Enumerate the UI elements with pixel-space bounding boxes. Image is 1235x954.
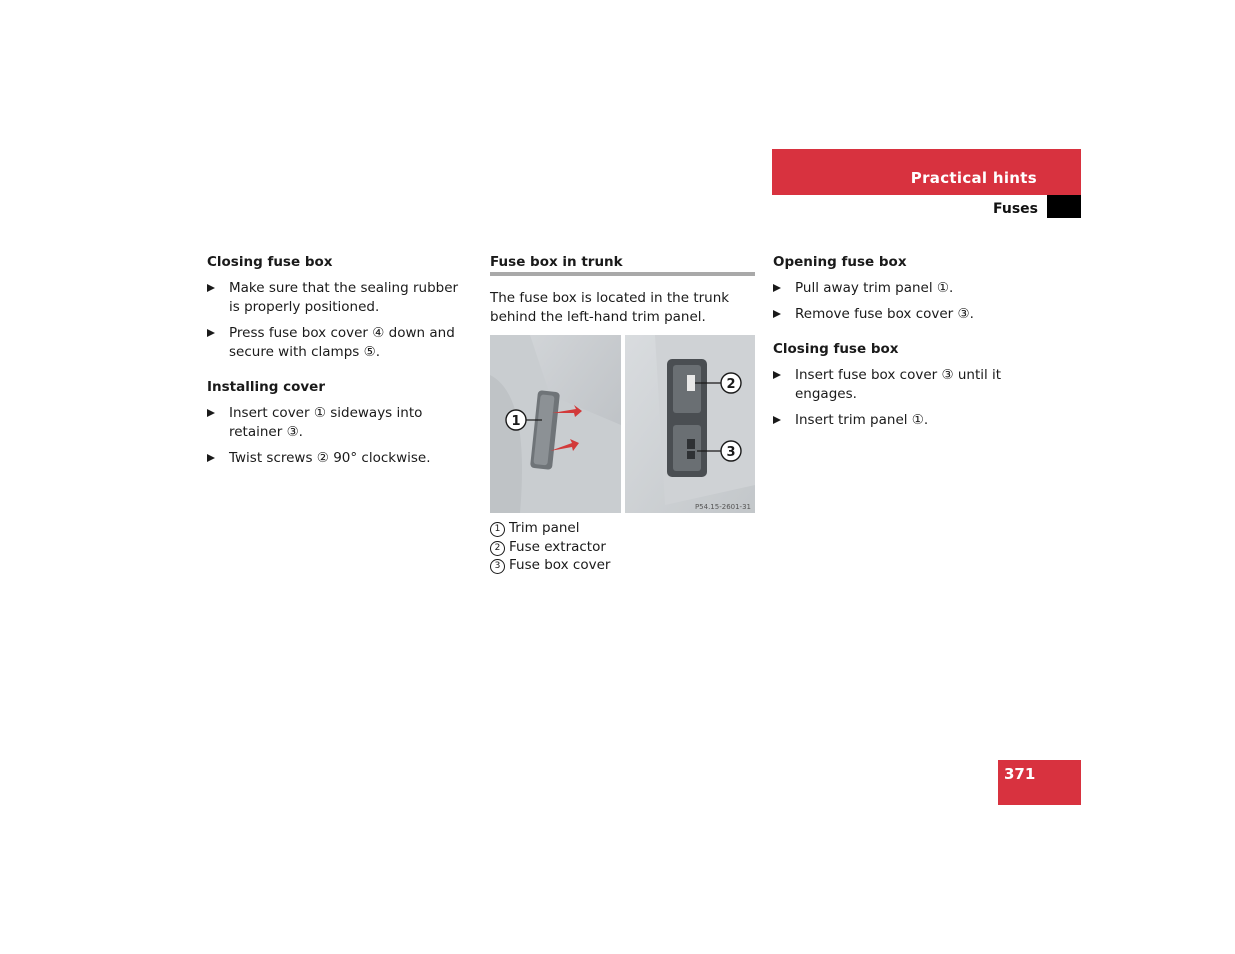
number-circle-icon: 2 <box>490 541 505 556</box>
bullet-triangle-icon <box>773 284 781 292</box>
section-marker <box>1047 195 1081 218</box>
list-item: Pull away trim panel ①. <box>773 279 1028 298</box>
legend-item: 1 Trim panel <box>490 519 755 538</box>
figure-legend <box>490 519 755 575</box>
list-item: Make sure that the sealing rubber is properly positioned. <box>207 279 462 317</box>
section-title: Practical hints <box>910 169 1037 187</box>
list-item: Insert trim panel ①. <box>773 411 1028 430</box>
steps-closing-2 <box>773 366 1028 430</box>
list-item: Insert fuse box cover ③ until it engages. <box>773 366 1028 404</box>
legend-item: 3 Fuse box cover <box>490 556 755 575</box>
section-header-bar <box>772 149 1081 195</box>
heading-installing-cover: Installing cover <box>207 379 325 395</box>
heading-closing-fuse-box-2: Closing fuse box <box>773 341 899 357</box>
column-right <box>773 253 1028 437</box>
list-item: Press fuse box cover ④ down and secure with clamps ⑤. <box>207 324 462 362</box>
number-circle-icon: 3 <box>490 559 505 574</box>
legend-item: 2 Fuse extractor <box>490 538 755 557</box>
page-number-box <box>998 760 1081 805</box>
callout-2: 2 <box>726 377 736 392</box>
bullet-triangle-icon <box>207 329 215 337</box>
trim-panel-photo <box>490 335 621 513</box>
steps-opening <box>773 279 1028 324</box>
fuse-box-photo <box>625 335 755 513</box>
figure-code: P54.15-2601-31 <box>694 503 751 511</box>
subsection-title: Fuses <box>993 201 1038 217</box>
column-middle <box>490 253 755 575</box>
callout-3: 3 <box>726 445 736 460</box>
steps-installing <box>207 404 462 468</box>
bullet-triangle-icon <box>207 409 215 417</box>
heading-fuse-box-in-trunk: Fuse box in trunk <box>490 253 755 276</box>
list-item: Remove fuse box cover ③. <box>773 305 1028 324</box>
intro-text: The fuse box is located in the trunk behind the left-hand trim panel. <box>490 290 730 325</box>
steps-closing <box>207 279 462 362</box>
bullet-triangle-icon <box>773 371 781 379</box>
column-left <box>207 253 462 475</box>
bullet-triangle-icon <box>207 284 215 292</box>
page-number: 371 <box>1004 765 1036 783</box>
heading-opening-fuse-box: Opening fuse box <box>773 254 907 270</box>
list-item: Twist screws ② 90° clockwise. <box>207 449 462 468</box>
list-item: Insert cover ① sideways into retainer ③. <box>207 404 462 442</box>
number-circle-icon: 1 <box>490 522 505 537</box>
bullet-triangle-icon <box>207 454 215 462</box>
fuse-box-figure <box>490 335 755 513</box>
heading-closing-fuse-box: Closing fuse box <box>207 254 333 270</box>
bullet-triangle-icon <box>773 310 781 318</box>
callout-1: 1 <box>511 414 521 429</box>
bullet-triangle-icon <box>773 416 781 424</box>
